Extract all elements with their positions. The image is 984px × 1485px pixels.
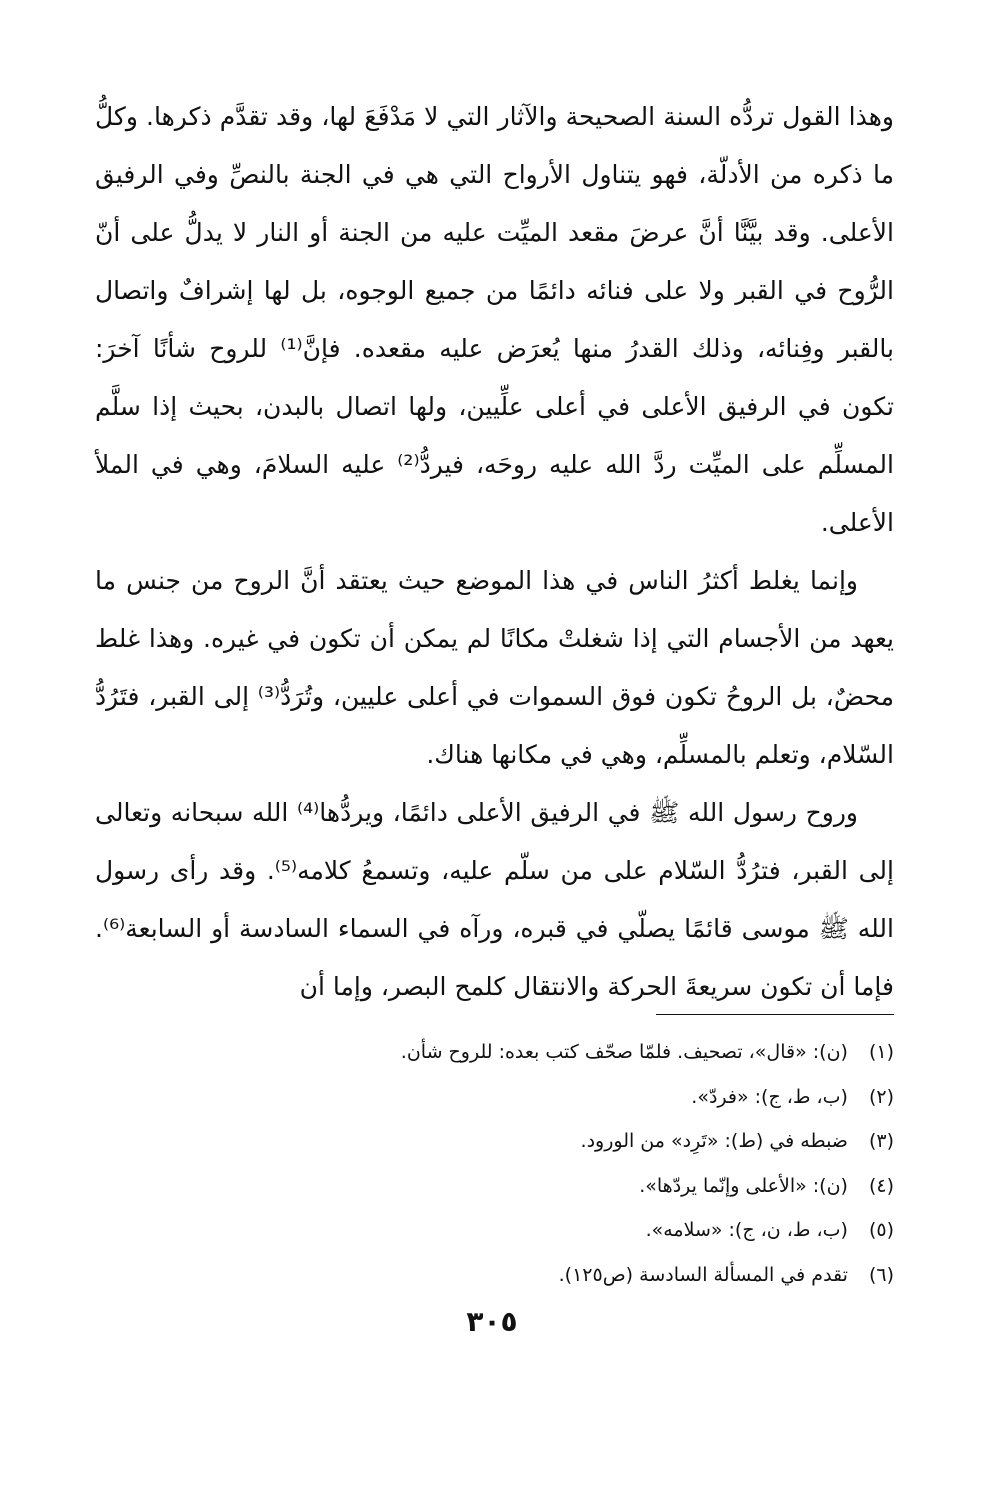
footnote-number: (٣): [868, 1130, 894, 1152]
footnote-number: (١): [868, 1041, 894, 1063]
footnote-3: [95, 1119, 894, 1164]
footnote-5: [95, 1208, 894, 1253]
footnotes: [95, 1030, 894, 1297]
footnote-text: (ب، ط، ن، ج): «سلامه».: [645, 1219, 848, 1241]
main-text: [95, 88, 894, 1016]
footnote-number: (٦): [868, 1263, 894, 1286]
paragraph-2: وإنما يغلط أكثرُ الناس في هذا الموضع حيث يعتقد أنَّ الروح من جنس ما يعهد من الأجسام التي إذا شغلتْ مكانًا لم يمكن أن تكون في غيره. وهذا غلط محضٌ، بل الروحُ تكون فوق السموات في أعلى عليين، وتُرَدُّ⁽³⁾ إلى القبر، فتَرُدُّ السّلام، وتعلم بالمسلِّم، وهي في مكانها هناك.: [95, 566, 895, 769]
paragraph-3: وروح رسول الله ﷺ في الرفيق الأعلى دائمًا، ويردُّها⁽⁴⁾ الله سبحانه وتعالى إلى القبر، فترُدُّ السّلام على من سلّم عليه، وتسمعُ كلامه⁽⁵⁾. وقد رأى رسول الله ﷺ موسى قائمًا يصلّي في قبره، ورآه في السماء السادسة أو السابعة⁽⁶⁾. فإما أن تكون سريعةَ الحركة والانتقال كلمح البصر، وإما أن: [95, 798, 894, 1001]
footnote-4: [95, 1164, 894, 1209]
footnote-2: [95, 1075, 894, 1120]
paragraph-1: وهذا القول تردُّه السنة الصحيحة والآثار التي لا مَدْفَعَ لها، وقد تقدَّم ذكرها. وكلُّ ما ذكره من الأدلّة، فهو يتناول الأرواح التي هي في الجنة بالنصِّ وفي الرفيق الأعلى. وقد بيَّنَّا أنَّ عرضَ مقعد الميِّت عليه من الجنة أو النار لا يدلُّ على أنّ الرُّوح في القبر ولا على فنائه دائمًا من جميع الوجوه، بل لها إشرافٌ واتصال بالقبر وفِنائه، وذلك القدرُ منها يُعرَض عليه مقعده. فإنَّ⁽¹⁾ للروح شأنًا آخرَ: تكون في الرفيق الأعلى في أعلى علِّيين، ولها اتصال بالبدن، بحيث إذا سلَّم المسلِّم على الميِّت ردَّ الله عليه روحَه، فيردُّ⁽²⁾ عليه السلامَ، وهي في الملأ الأعلى.: [95, 102, 895, 537]
footnote-6: [95, 1253, 894, 1298]
footnote-number: (٢): [868, 1085, 894, 1108]
footnote-text: (ن): «الأعلى وإنّما يردّها».: [639, 1174, 848, 1197]
page-number: ٣٠٥: [466, 1305, 518, 1338]
footnote-text: ضبطه في (ط): «تَرِد» من الورود.: [580, 1130, 848, 1152]
footnote-1: [95, 1030, 894, 1075]
footnote-text: تقدم في المسألة السادسة (ص١٢٥).: [558, 1263, 848, 1286]
footnote-number: (٤): [868, 1174, 894, 1197]
footnote-number: (٥): [868, 1219, 894, 1241]
footnote-divider: [656, 1014, 894, 1015]
footnote-text: (ب، ط، ج): «فردّ».: [691, 1085, 848, 1108]
footnote-text: (ن): «قال»، تصحيف. فلمّا صحّف كتب بعده: للروح شأن.: [400, 1041, 848, 1063]
